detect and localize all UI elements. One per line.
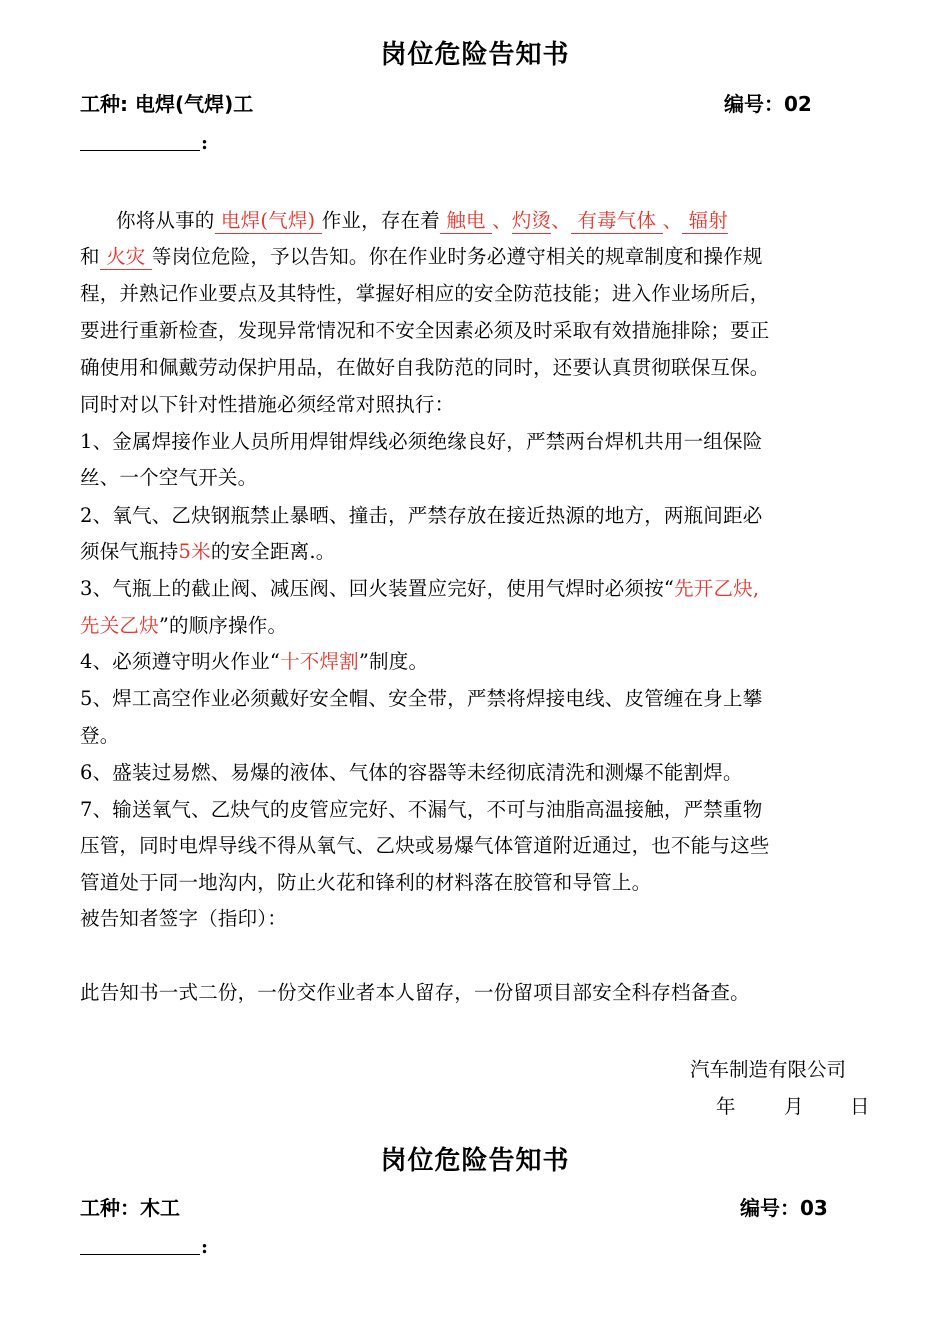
rule-1-cont: 丝、一个空气开关。 <box>80 466 258 489</box>
copies-note: 此告知书一式二份，一份交作业者本人留存，一份留项目部安全科存档备查。 <box>80 981 750 1004</box>
page-title-2: 岗位危险告知书 <box>380 1146 570 1176</box>
ten-no-welding: 十不焊割 <box>280 650 359 673</box>
page-title: 岗位危险告知书 <box>380 40 570 70</box>
hazard-electric-shock: 触电 <box>439 209 493 232</box>
date-year: 年 <box>716 1095 736 1118</box>
rule-3-highlight-cont: 先关乙炔 <box>80 614 159 637</box>
signature-label: 被告知者签字（指印）： <box>80 907 287 930</box>
rule-1: 1、金属焊接作业人员所用焊钳焊线必须绝缘良好，严禁两台焊机共用一组保险 <box>80 430 763 453</box>
paragraph-line: 确使用和佩戴劳动保护用品，在做好自我防范的同时，还要认真贯彻联保互保。 <box>80 356 770 379</box>
rule-4: 4、必须遵守明火作业“十不焊割”制度。 <box>80 650 429 673</box>
job-type-2: 工种：木工 <box>80 1196 180 1220</box>
rule-7-cont: 管道处于同一地沟内，防止火花和锋利的材料落在胶管和导管上。 <box>80 871 652 894</box>
paragraph-line: 同时对以下针对性措施必须经常对照执行： <box>80 393 455 416</box>
hazard-radiation: 辐射 <box>682 209 729 232</box>
company-name: 汽车制造有限公司 <box>690 1058 847 1081</box>
addressee-blank-2 <box>80 1232 200 1255</box>
rule-2: 2、氧气、乙炔钢瓶禁止暴晒、撞击，严禁存放在接近热源的地方，两瓶间距必 <box>80 504 763 527</box>
safe-distance: 5米 <box>178 540 211 563</box>
paragraph-line: 要进行重新检查，发现异常情况和不安全因素必须及时采取有效措施排除；要正 <box>80 319 770 342</box>
job-type: 工种: 电焊(气焊)工 <box>80 92 254 116</box>
rule-3-highlight: 先开乙炔, <box>674 577 760 600</box>
hazard-burn: 灼烫 <box>511 209 552 232</box>
hazard-fire: 火灾 <box>99 245 152 268</box>
rule-3: 3、气瓶上的截止阀、减压阀、回火装置应完好，使用气焊时必须按“先开乙炔, <box>80 577 760 600</box>
paragraph-line: 程，并熟记作业要点及其特性，掌握好相应的安全防范技能；进入作业场所后， <box>80 282 770 305</box>
addressee-colon-2: : <box>201 1236 209 1258</box>
rule-2-cont: 须保气瓶持5米的安全距离.。 <box>80 540 336 563</box>
rule-7-cont: 压管，同时电焊导线不得从氧气、乙炔或易爆气体管道附近通过，也不能与这些 <box>80 834 770 857</box>
date-day: 日 <box>850 1095 870 1118</box>
document-number-2: 编号：03 <box>740 1196 828 1220</box>
hazard-toxic-gas: 有毒气体 <box>570 209 663 232</box>
paragraph-line: 你将从事的 电焊(气焊) 作业，存在着 触电 、灼烫、 有毒气体 、 辐射 <box>116 209 729 232</box>
rule-5: 5、焊工高空作业必须戴好安全帽、安全带，严禁将焊接电线、皮管缠在身上攀 <box>80 687 763 710</box>
rule-3-cont: 先关乙炔”的顺序操作。 <box>80 614 288 637</box>
rule-5-cont: 登。 <box>80 724 120 747</box>
date-month: 月 <box>784 1095 804 1118</box>
rule-6: 6、盛装过易燃、易爆的液体、气体的容器等未经彻底清洗和测爆不能割焊。 <box>80 761 743 784</box>
document-number: 编号：02 <box>724 92 812 116</box>
paragraph-line: 和 火灾 等岗位危险，予以告知。你在作业时务必遵守相关的规章制度和操作规 <box>80 245 763 268</box>
highlight-job: 电焊(气焊) <box>214 209 322 232</box>
rule-7: 7、输送氧气、乙炔气的皮管应完好、不漏气，不可与油脂高温接触，严禁重物 <box>80 798 763 821</box>
addressee-colon: : <box>201 132 209 154</box>
addressee-blank <box>80 128 200 151</box>
